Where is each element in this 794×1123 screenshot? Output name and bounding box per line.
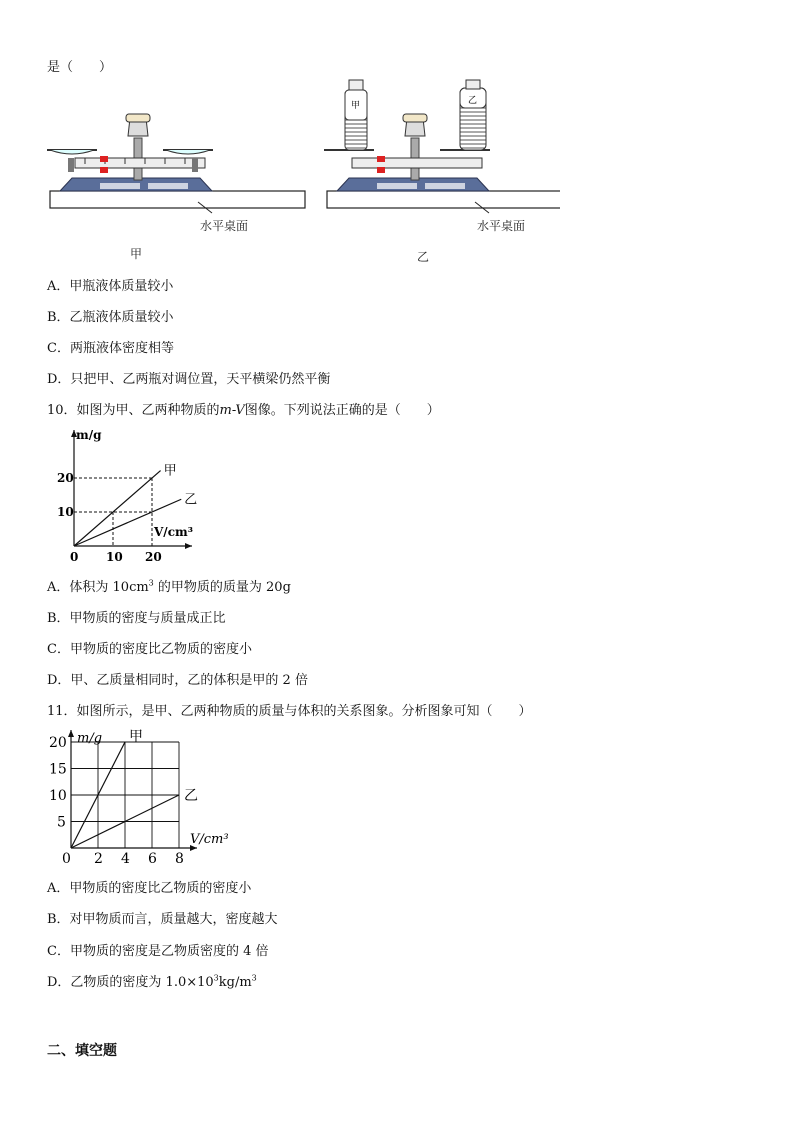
y-tick-label: 15 — [49, 761, 67, 778]
y-tick-label: 5 — [57, 814, 66, 831]
series-line-jia — [74, 471, 161, 546]
balance-figure — [40, 78, 560, 268]
bottle-yi-label: 乙 — [468, 96, 478, 106]
y-tick-label: 10 — [57, 505, 74, 519]
q10-stem-italic: m-V — [219, 403, 245, 418]
question-tail: 是（ ） — [47, 60, 113, 75]
bottle-jia-label: 甲 — [351, 101, 361, 111]
series-label-jia: 甲 — [163, 463, 177, 479]
rider-left — [100, 156, 108, 162]
q10-stem — [47, 399, 440, 418]
q9-option-a: A．甲瓶液体质量较小 — [47, 279, 174, 294]
x-tick-label: 10 — [106, 550, 123, 564]
y-tick-label: 20 — [49, 735, 67, 751]
y-axis-label: m/g — [77, 731, 103, 746]
q10-option-c: C．甲物质的密度比乙物质的密度小 — [47, 642, 252, 657]
q10-a-prefix: A．体积为 10cm — [47, 580, 149, 595]
q11-stem: 11．如图所示，是甲、乙两种物质的质量与体积的关系图象。分析图象可知（ ） — [47, 704, 532, 719]
q11-option-a: A．甲物质的密度比乙物质的密度小 — [47, 881, 252, 896]
y-axis-label: m/g — [76, 428, 102, 442]
q11-d-sup2: 3 — [251, 973, 257, 983]
desk-label-left: 水平桌面 — [200, 219, 249, 233]
table-top-left — [50, 191, 305, 208]
series-label-yi: 乙 — [184, 788, 198, 804]
q11-d-mid: kg/m — [218, 975, 252, 990]
q9-option-b: B．乙瓶液体质量较小 — [47, 310, 174, 325]
caption-yi: 乙 — [417, 250, 430, 264]
q10-mv-chart — [50, 424, 230, 568]
desk-label-right: 水平桌面 — [477, 219, 526, 233]
x-tick-label: 8 — [175, 851, 184, 867]
series-label-yi: 乙 — [184, 492, 198, 508]
x-tick-label: 2 — [94, 851, 103, 867]
q9-option-d: D．只把甲、乙两瓶对调位置，天平横梁仍然平衡 — [47, 372, 331, 387]
y-axis-arrow — [68, 730, 74, 737]
rider-right — [377, 156, 385, 162]
q10-a-sup: 3 — [148, 578, 154, 588]
q11-option-d — [47, 971, 257, 990]
q11-option-b: B．对甲物质而言，质量越大，密度越大 — [47, 912, 278, 927]
q10-stem-suffix: 图像。下列说法正确的是（ ） — [244, 403, 440, 418]
x-tick-label: 4 — [121, 851, 130, 867]
x-axis-label: V/cm³ — [154, 525, 193, 539]
x-axis-arrow — [185, 543, 192, 549]
caption-jia: 甲 — [130, 247, 143, 261]
q10-option-b: B．甲物质的密度与质量成正比 — [47, 611, 226, 626]
y-tick-label: 20 — [57, 471, 74, 485]
x-tick-label: 6 — [148, 851, 157, 867]
q11-d-sup: 3 — [213, 973, 219, 983]
q10-option-a — [47, 576, 291, 595]
table-top-right — [327, 191, 560, 208]
q10-a-suffix: 的甲物质的质量为 20g — [153, 580, 291, 595]
q10-option-d: D．甲、乙质量相同时，乙的体积是甲的 2 倍 — [47, 673, 308, 688]
q11-option-c: C．甲物质的密度是乙物质密度的 4 倍 — [47, 944, 269, 959]
q11-mv-chart — [44, 726, 244, 868]
balance-left — [47, 114, 305, 261]
y-tick-label: 10 — [49, 788, 67, 804]
q11-d-prefix: D．乙物质的密度为 1.0×10 — [47, 975, 214, 990]
section-heading: 二、填空题 — [47, 1043, 117, 1059]
x-axis-label: V/cm³ — [190, 832, 229, 847]
x-tick-label: 20 — [145, 550, 162, 564]
balance-right — [324, 80, 560, 264]
q9-option-c: C．两瓶液体密度相等 — [47, 341, 174, 356]
x-tick-label: 0 — [70, 550, 79, 564]
series-label-jia: 甲 — [129, 729, 143, 745]
x-tick-label: 0 — [62, 851, 71, 867]
q10-stem-prefix: 10．如图为甲、乙两种物质的 — [47, 403, 220, 418]
